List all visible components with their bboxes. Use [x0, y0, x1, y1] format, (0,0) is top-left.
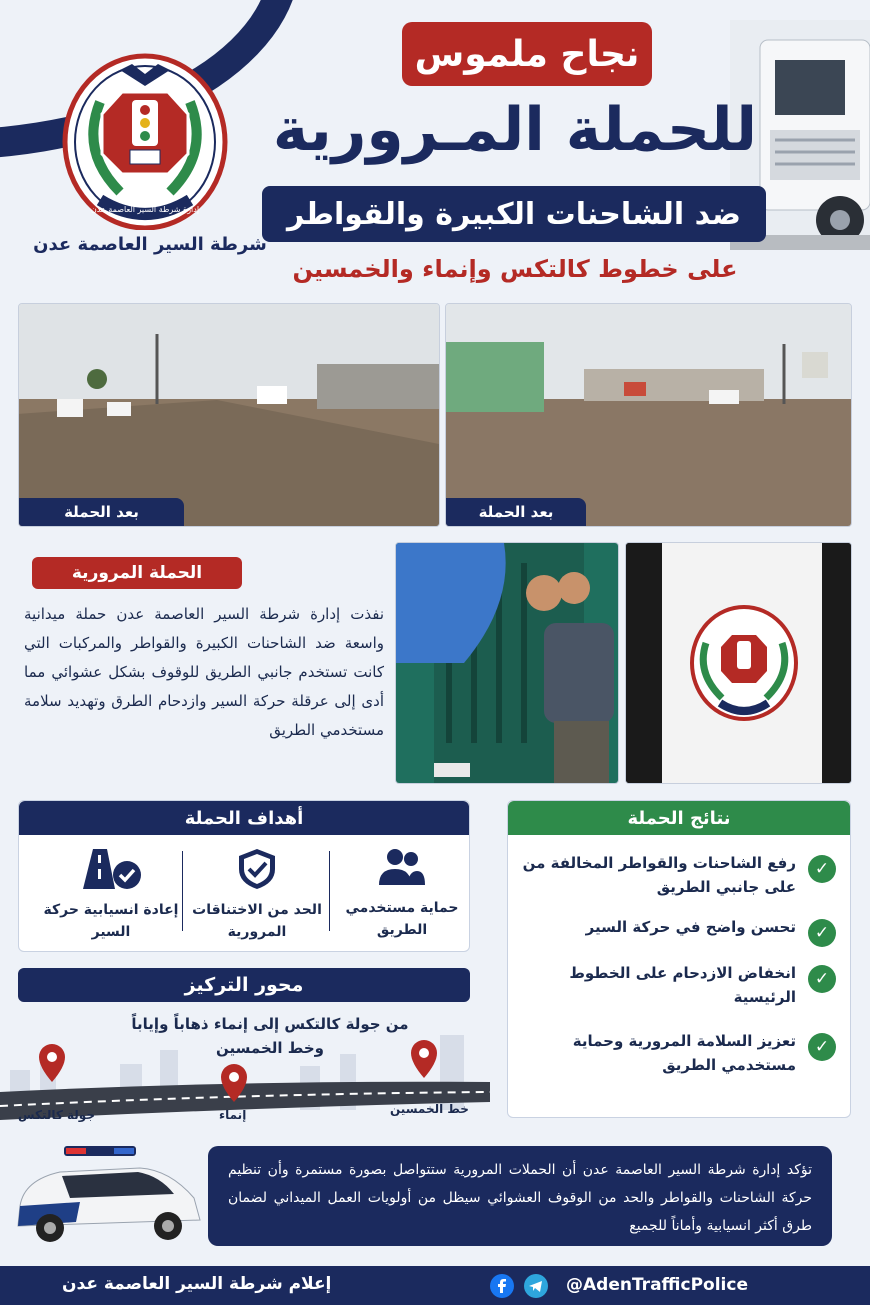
- focus-text: من جولة كالتكس إلى إنماء ذهاباً وإياباً وخط الخمسين: [131, 1015, 409, 1057]
- closing-statement: تؤكد إدارة شرطة السير العاصمة عدن أن الحملات المرورية ستتواصل بصورة مستمرة وأن تنظيم حركة الشاحنات والقواطر والحد من الوقوف العشوائي سيظل من أولويات العمل الميداني لضمان طرق أكثر انسيابية وأماناً للجميع: [208, 1146, 832, 1246]
- route-point-label: خط الخمسين: [390, 1102, 469, 1116]
- footer-bar: [0, 1266, 870, 1305]
- photo-after-left: [18, 303, 440, 527]
- photo-label-left: بعد الحملة: [19, 498, 184, 526]
- result-item: [520, 851, 836, 899]
- location-pin-icon: [411, 1040, 437, 1078]
- shield-check-icon: [235, 847, 279, 891]
- telegram-icon[interactable]: [524, 1274, 548, 1298]
- result-item: [520, 961, 836, 1009]
- goal-label: الحد من الاختناقات المرورية: [192, 902, 322, 940]
- goal-item: [337, 847, 467, 941]
- route-subtitle: على خطوط كالتكس وإنماء والخمسين: [292, 255, 738, 283]
- campaign-label: الحملة المرورية: [32, 557, 242, 589]
- check-icon: ✓: [808, 965, 836, 993]
- footer-handle[interactable]: @AdenTrafficPolice: [566, 1275, 748, 1295]
- focus-title: محور التركيز: [18, 968, 470, 1002]
- goal-item: [41, 847, 181, 943]
- logo-caption: شرطة السير العاصمة عدن: [33, 234, 267, 255]
- goals-title: أهداف الحملة: [19, 801, 469, 835]
- results-box: [507, 800, 851, 1118]
- photo-after-right: [445, 303, 852, 527]
- headline-badge: نجاح ملموس: [402, 22, 652, 86]
- facebook-icon[interactable]: [490, 1274, 514, 1298]
- road-check-icon: [79, 847, 143, 891]
- result-item: [520, 915, 836, 947]
- check-icon: ✓: [808, 855, 836, 883]
- sign-photo: [625, 543, 851, 784]
- check-icon: ✓: [808, 1033, 836, 1061]
- road-photo-right: [445, 304, 851, 527]
- result-item: [520, 1029, 836, 1077]
- main-title: للحملة المـرورية: [272, 95, 758, 165]
- photo-officers: [395, 542, 619, 784]
- result-text: تحسن واضح في حركة السير: [585, 918, 796, 936]
- logo-ring-text: إدارة شرطة السير العاصمة عدن: [90, 205, 200, 214]
- result-text: رفع الشاحنات والقواطر المخالفة من على جانبي الطريق: [522, 854, 796, 896]
- result-text: تعزيز السلامة المرورية وحماية مستخدمي الطريق: [572, 1032, 796, 1074]
- goals-divider-1: [182, 851, 183, 931]
- route-point-label: جولة كالتكس: [18, 1108, 95, 1122]
- goals-divider-2: [329, 851, 330, 931]
- result-text: انخفاض الازدحام على الخطوط الرئيسية: [569, 964, 796, 1006]
- goals-box: [18, 800, 470, 952]
- results-title: نتائج الحملة: [508, 801, 850, 835]
- route-point-label: إنماء: [219, 1108, 247, 1122]
- check-icon: ✓: [808, 919, 836, 947]
- photo-label-right: بعد الحملة: [446, 498, 586, 526]
- goal-label: إعادة انسيابية حركة السير: [43, 902, 179, 940]
- subtitle-bar: ضد الشاحنات الكبيرة والقواطر: [262, 186, 766, 242]
- road-photo-left: [18, 304, 439, 527]
- footer-media-label: إعلام شرطة السير العاصمة عدن: [62, 1274, 332, 1294]
- officers-photo: [395, 543, 618, 784]
- photo-sign: [625, 542, 852, 784]
- users-icon: [377, 847, 427, 887]
- goal-label: حماية مستخدمي الطريق: [345, 900, 459, 938]
- campaign-text: نفذت إدارة شرطة السير العاصمة عدن حملة ميدانية واسعة ضد الشاحنات الكبيرة والقواطر والمركبات التي كانت تستخدم جانبي الطريق للوقوف بشكل عشوائي مما أدى إلى عرقلة حركة السير وازدحام الطرق وتهديد سلامة مستخدمي الطريق: [24, 605, 384, 739]
- police-car-image: [10, 1146, 206, 1246]
- goal-item: [187, 847, 327, 943]
- police-logo: [60, 42, 230, 230]
